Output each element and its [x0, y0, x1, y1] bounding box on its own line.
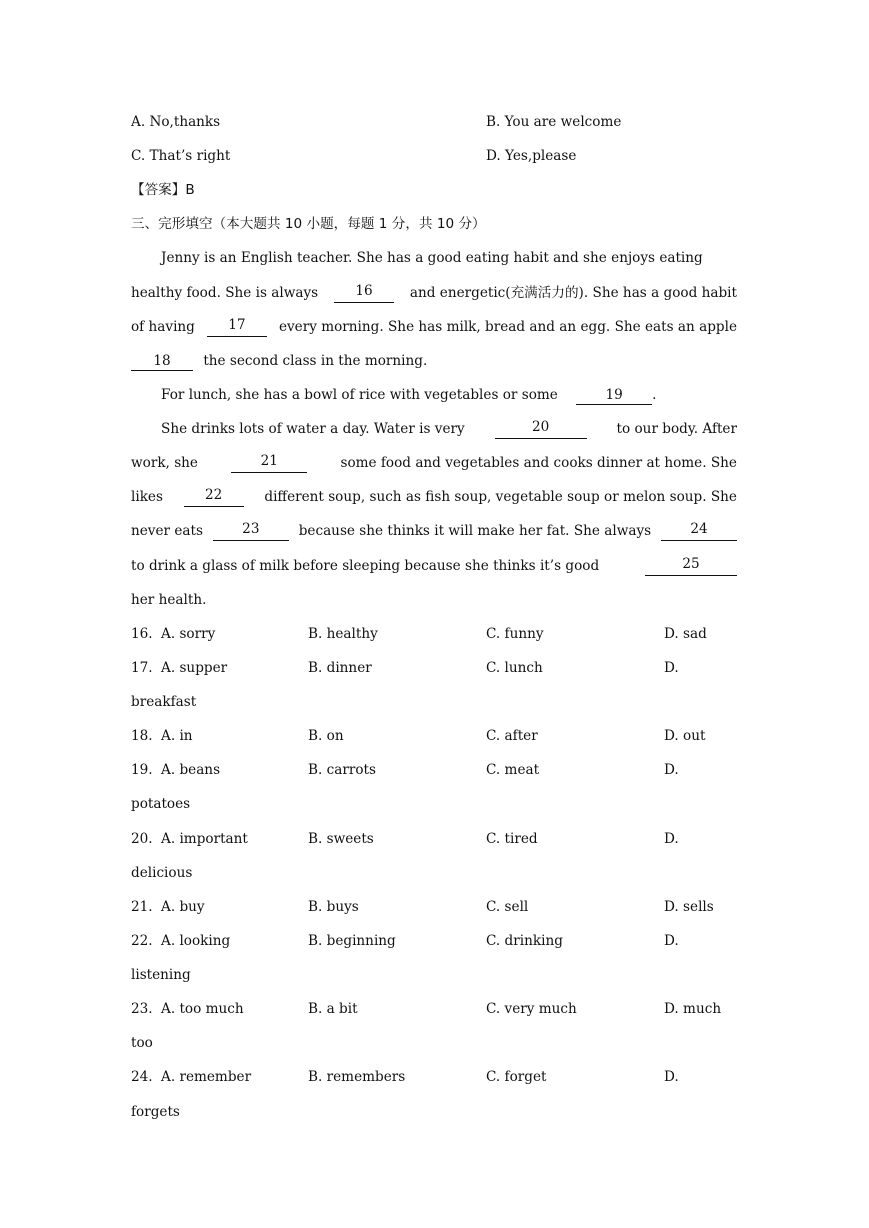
- passage-text: likes: [131, 489, 163, 505]
- option-a: A. in: [161, 728, 193, 744]
- option-b: B. sweets: [308, 831, 374, 847]
- option-a: A. remember: [161, 1069, 252, 1085]
- option-d-wrap: potatoes: [131, 796, 191, 812]
- passage-text: some food and vegetables and cooks dinner at home. She: [340, 455, 737, 471]
- option-c: C. sell: [486, 899, 529, 915]
- question-number: 20.: [131, 831, 153, 847]
- blank-17: 17: [207, 317, 267, 337]
- passage-text: work, she: [131, 455, 198, 471]
- option-c: C. tired: [486, 831, 538, 847]
- option-b: B. on: [308, 728, 344, 744]
- answer-label: 【答案】B: [131, 182, 195, 198]
- option-c: C. funny: [486, 626, 544, 642]
- option-b: B. remembers: [308, 1069, 406, 1085]
- option-a: A. too much: [161, 1001, 244, 1017]
- blank-20: 20: [495, 419, 587, 439]
- passage-text: healthy food. She is always: [131, 285, 319, 301]
- question-number: 22.: [131, 933, 153, 949]
- passage-text: because she thinks it will make her fat. She always: [298, 523, 652, 539]
- passage-text: never eats: [131, 523, 203, 539]
- passage-line: [131, 317, 737, 337]
- passage-text: .: [652, 387, 657, 403]
- prev-options-row-2: [131, 146, 737, 166]
- option-c: C. very much: [486, 1001, 577, 1017]
- question-number: 23.: [131, 1001, 153, 1017]
- passage-text: the second class in the morning.: [203, 353, 428, 369]
- option-b: B. a bit: [308, 1001, 358, 1017]
- blank-23: 23: [213, 521, 289, 541]
- passage-line: [131, 351, 737, 371]
- passage-line: [131, 453, 737, 473]
- option-d: D.: [664, 762, 679, 778]
- option-d: D. much: [664, 1001, 722, 1017]
- passage-text: Jenny is an English teacher. She has a good eating habit and she enjoys eating: [161, 250, 703, 266]
- option-d-wrap: listening: [131, 967, 191, 983]
- option-a: A. beans: [161, 762, 221, 778]
- option-a: A. No,thanks: [131, 114, 221, 130]
- option-b: B. dinner: [308, 660, 372, 676]
- prev-options-row-1: [131, 112, 737, 132]
- option-d-wrap: breakfast: [131, 694, 197, 710]
- option-b: B. You are welcome: [486, 114, 622, 130]
- option-d: D. sells: [664, 899, 714, 915]
- option-d-wrap: too: [131, 1035, 153, 1051]
- passage-text: different soup, such as fish soup, vegetable soup or melon soup. She: [264, 489, 737, 505]
- option-c: C. drinking: [486, 933, 563, 949]
- question-number: 17.: [131, 660, 153, 676]
- passage-line: [131, 521, 737, 541]
- option-d-wrap: delicious: [131, 865, 193, 881]
- option-c: C. lunch: [486, 660, 543, 676]
- passage-line: [161, 248, 737, 268]
- passage-text: of having: [131, 319, 195, 335]
- option-b: B. beginning: [308, 933, 396, 949]
- blank-21: 21: [231, 453, 307, 473]
- option-a: A. supper: [161, 660, 228, 676]
- option-d: D.: [664, 1069, 679, 1085]
- passage-text: her health.: [131, 592, 207, 608]
- question-number: 21.: [131, 899, 153, 915]
- option-c: C. forget: [486, 1069, 547, 1085]
- option-d: D. Yes,please: [486, 148, 577, 164]
- passage-text: to drink a glass of milk before sleeping because she thinks it’s good: [131, 558, 600, 574]
- section-title: 三、完形填空（本大题共 10 小题，每题 1 分，共 10 分）: [131, 216, 486, 232]
- option-b: B. carrots: [308, 762, 376, 778]
- option-a: A. important: [161, 831, 248, 847]
- passage-line: [131, 590, 737, 610]
- passage-line: [131, 487, 737, 507]
- option-d: D.: [664, 933, 679, 949]
- option-d: D.: [664, 831, 679, 847]
- passage-text: She drinks lots of water a day. Water is very: [161, 421, 465, 437]
- question-number: 19.: [131, 762, 153, 778]
- passage-line: [131, 556, 737, 576]
- blank-25: 25: [645, 556, 737, 576]
- option-d-wrap: forgets: [131, 1104, 180, 1120]
- option-c: C. after: [486, 728, 538, 744]
- passage-line: [161, 419, 737, 439]
- option-d: D. sad: [664, 626, 707, 642]
- passage-text: and energetic(充满活力的). She has a good habit: [409, 285, 737, 301]
- question-number: 24.: [131, 1069, 153, 1085]
- question-number: 16.: [131, 626, 153, 642]
- option-d: D.: [664, 660, 679, 676]
- passage-text: For lunch, she has a bowl of rice with vegetables or some: [161, 387, 558, 403]
- option-b: B. buys: [308, 899, 359, 915]
- option-b: B. healthy: [308, 626, 378, 642]
- blank-22: 22: [184, 487, 244, 507]
- option-c: C. meat: [486, 762, 540, 778]
- blank-18: 18: [131, 353, 193, 371]
- blank-16: 16: [334, 283, 394, 303]
- blank-19: 19: [576, 387, 652, 405]
- option-c: C. That’s right: [131, 148, 231, 164]
- passage-text: every morning. She has milk, bread and an egg. She eats an apple: [278, 319, 737, 335]
- question-number: 18.: [131, 728, 153, 744]
- passage-line: [131, 283, 737, 303]
- passage-line: [161, 385, 737, 405]
- blank-24: 24: [661, 521, 737, 541]
- option-a: A. sorry: [161, 626, 216, 642]
- option-a: A. buy: [161, 899, 205, 915]
- option-a: A. looking: [161, 933, 231, 949]
- passage-text: to our body. After: [616, 421, 737, 437]
- option-d: D. out: [664, 728, 706, 744]
